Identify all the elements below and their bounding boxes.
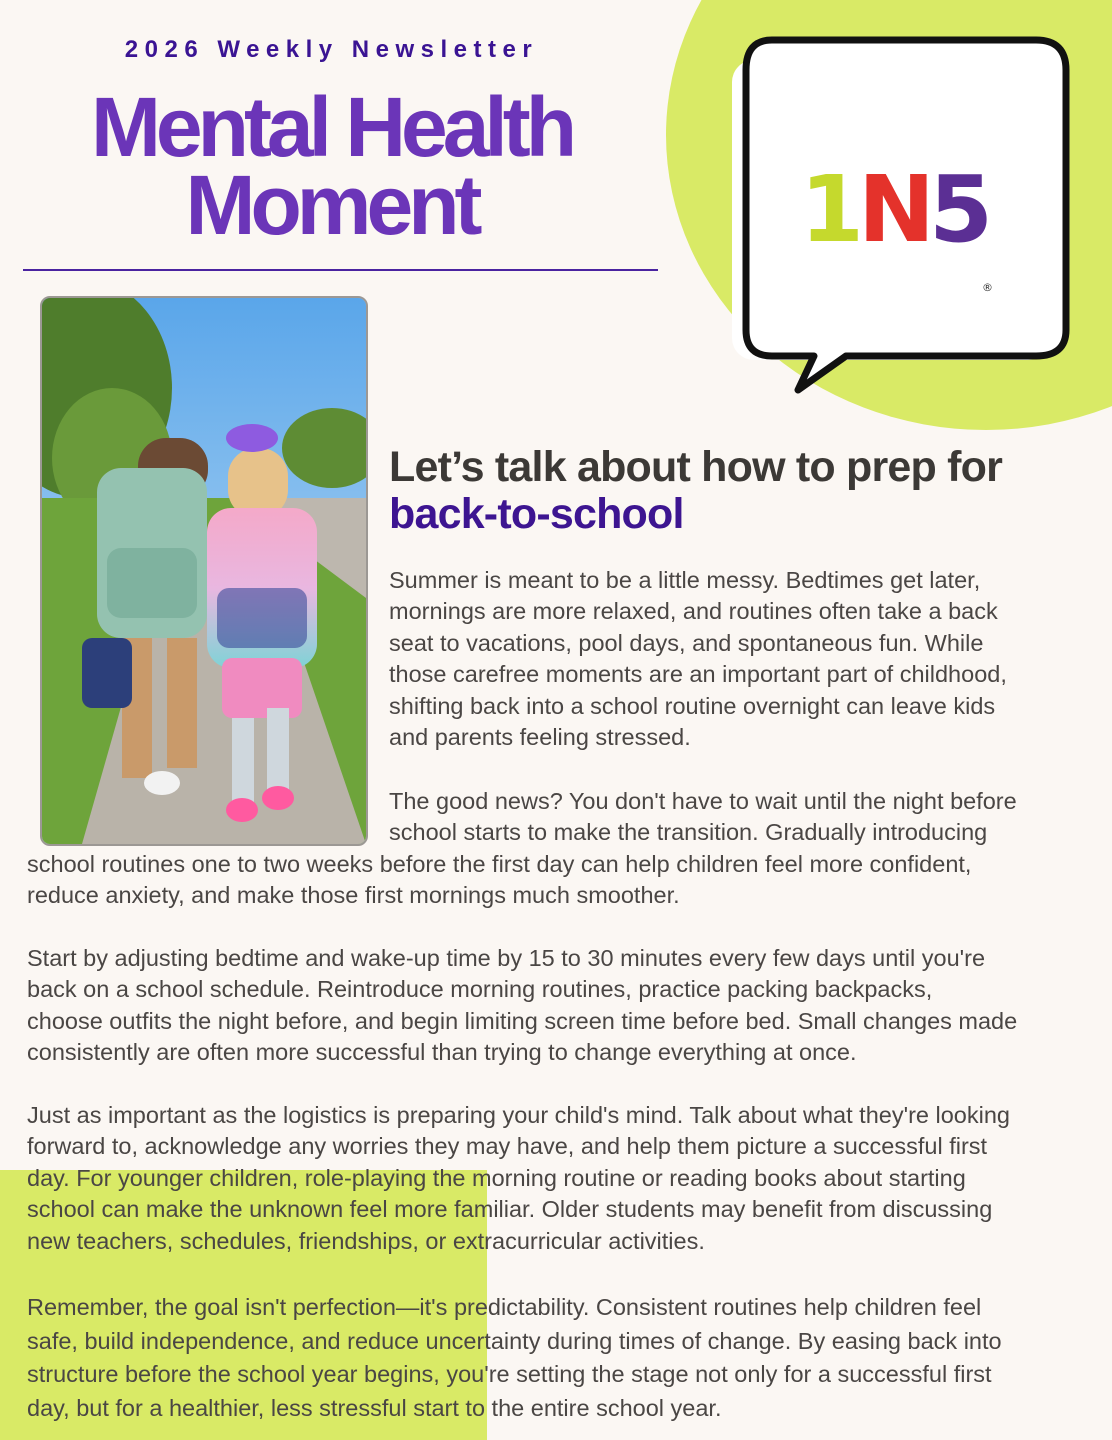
text-line: shifting back into a school routine overnight can leave kids [389, 692, 996, 719]
paragraph-5 [27, 1291, 1002, 1426]
logo-part-1: 1 [800, 156, 859, 263]
title-divider [23, 269, 658, 271]
newsletter-kicker: 2026 Weekly Newsletter [124, 36, 539, 63]
text-line: seat to vacations, pool days, and spontaneous fun. While [389, 629, 984, 656]
text-line: new teachers, schedules, friendships, or extracurricular activities. [27, 1227, 705, 1254]
text-line: and parents feeling stressed. [389, 724, 691, 751]
logo-part-n: N [858, 156, 930, 263]
headline-line-1: Let’s talk about how to prep for [389, 443, 1003, 491]
page-title [0, 80, 663, 252]
title-line-1: Mental Health [90, 80, 573, 174]
text-line: Start by adjusting bedtime and wake-up time by 15 to 30 minutes every few days until you're [27, 945, 986, 971]
paragraph-2-top [389, 786, 1017, 849]
registered-mark: ® [982, 281, 993, 294]
text-line: structure before the school year begins, you're setting the stage not only for a successful first [27, 1361, 992, 1388]
text-line: school routines one to two weeks before the first day can help children feel more confident, [27, 851, 972, 877]
article-headline [389, 444, 1002, 538]
text-line: Summer is meant to be a little messy. Bedtimes get later, [389, 567, 981, 593]
text-line: back on a school schedule. Reintroduce morning routines, practice packing backpacks, [27, 976, 933, 1003]
text-line: choose outfits the night before, and begin limiting screen time before bed. Small changes made [27, 1007, 1018, 1034]
text-line: school can make the unknown feel more familiar. Older students may benefit from discussing [27, 1196, 993, 1223]
1n5-logo [800, 156, 993, 294]
text-line: reduce anxiety, and make those first mornings much smoother. [27, 882, 680, 909]
text-line: those carefree moments are an important part of childhood, [389, 661, 1007, 688]
headline-line-2: back-to-school [389, 490, 684, 538]
title-line-2: Moment [185, 158, 478, 252]
text-line: mornings are more relaxed, and routines often take a back [389, 598, 998, 625]
text-line: Remember, the goal isn't perfection—it's predictability. Consistent routines help children feel [27, 1294, 982, 1320]
text-line: consistently are often more successful than trying to change everything at once. [27, 1039, 857, 1066]
text-line: Just as important as the logistics is preparing your child's mind. Talk about what they're looking [27, 1102, 1010, 1128]
logo-part-5: 5 [929, 156, 988, 263]
text-line: day. For younger children, role-playing the morning routine or reading books about starting [27, 1164, 966, 1191]
paragraph-3 [27, 943, 1017, 1069]
children-backpacks-photo [40, 296, 368, 846]
text-line: school starts to make the transition. Gradually introducing [389, 819, 988, 846]
paragraph-1 [389, 565, 1007, 753]
text-line: The good news? You don't have to wait until the night before [389, 788, 1017, 814]
text-line: safe, build independence, and reduce uncertainty during times of change. By easing back into [27, 1327, 1002, 1354]
text-line: day, but for a healthier, less stressful start to the entire school year. [27, 1395, 722, 1422]
paragraph-2-bottom [27, 849, 971, 912]
text-line: forward to, acknowledge any worries they may have, and help them picture a successful first [27, 1133, 988, 1160]
paragraph-4 [27, 1100, 1010, 1257]
